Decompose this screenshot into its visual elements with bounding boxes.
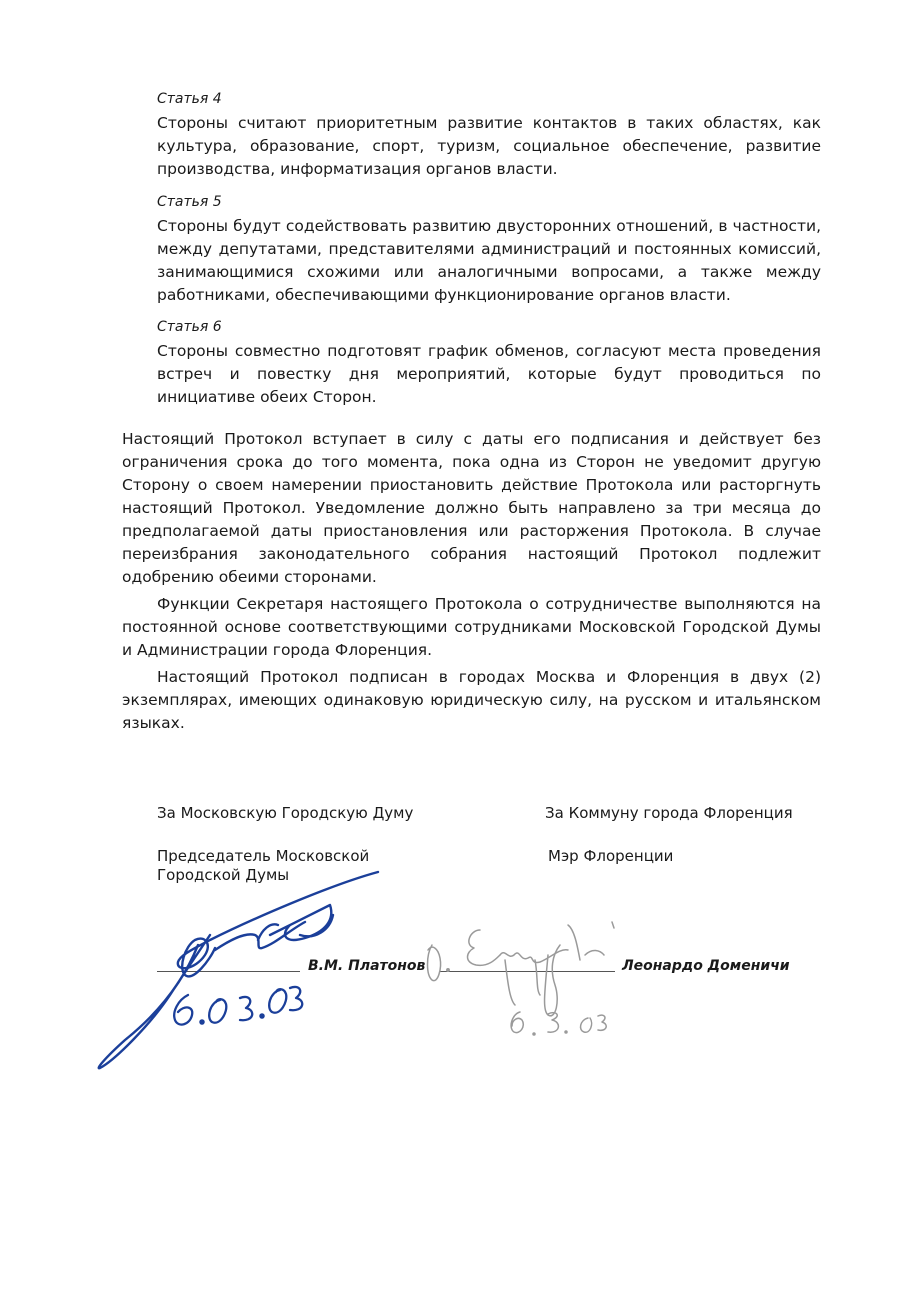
right-date-handwriting-icon xyxy=(511,1012,606,1035)
article-text: Стороны совместно подготовят график обменов, согласуют места проведения встреч и повестку дня мероприятий, которые будут проводиться по инициативе обеих Сторон. xyxy=(157,342,821,406)
right-position: Мэр Флоренции xyxy=(548,847,674,865)
secretary-paragraph: Функции Секретаря настоящего Протокола о сотрудничестве выполняются на постоянной основе соответствующими сотрудниками Московской Городской Думы и Администрации города Флоренция. xyxy=(122,595,821,659)
entry-into-force-paragraph: Настоящий Протокол вступает в силу с даты его подписания и действует без ограничения срока до того момента, пока одна из Сторон не уведомит другую Сторону о своем намерении приостановить действие Протокола или расторгнуть настоящий Протокол. Уведомление должно быть направлено за три месяца до предполагаемой даты приостановления или расторжения Протокола. В случае переизбрания законодательного собрания настоящий Протокол подлежит одобрению обеими сторонами. xyxy=(122,430,821,586)
signing-paragraph: Настоящий Протокол подписан в городах Москва и Флоренция в двух (2) экземплярах, имеющих одинаковую юридическую силу, на русском и итальянском языках. xyxy=(122,668,821,732)
left-position-line2: Городской Думы xyxy=(157,866,290,884)
left-position-line1: Председатель Московской xyxy=(157,847,370,865)
article-text: Стороны считают приоритетным развитие контактов в таких областях, как культура, образование, спорт, туризм, социальное обеспечение, развитие производства, информатизация органов власти. xyxy=(157,114,821,178)
right-party: За Коммуну города Флоренция xyxy=(545,804,793,822)
article-title: Статья 6 xyxy=(157,319,222,335)
left-party: За Московскую Городскую Думу xyxy=(157,804,414,822)
article-title: Статья 5 xyxy=(157,194,222,210)
article-title: Статья 4 xyxy=(157,91,222,107)
right-signatory-name: Леонардо Доменичи xyxy=(622,958,790,974)
left-signature-icon xyxy=(99,872,378,1068)
left-date-handwriting-icon xyxy=(174,987,302,1025)
left-signatory-name: В.М. Платонов xyxy=(308,958,426,974)
article-text: Стороны будут содействовать развитию двусторонних отношений, в частности, между депутатами, представителями администраций и постоянных комиссий, занимающимися схожими или аналогичными вопросами, а также между работниками, обеспечивающими функционирование органов власти. xyxy=(157,217,821,304)
right-signature-icon xyxy=(428,922,615,1016)
